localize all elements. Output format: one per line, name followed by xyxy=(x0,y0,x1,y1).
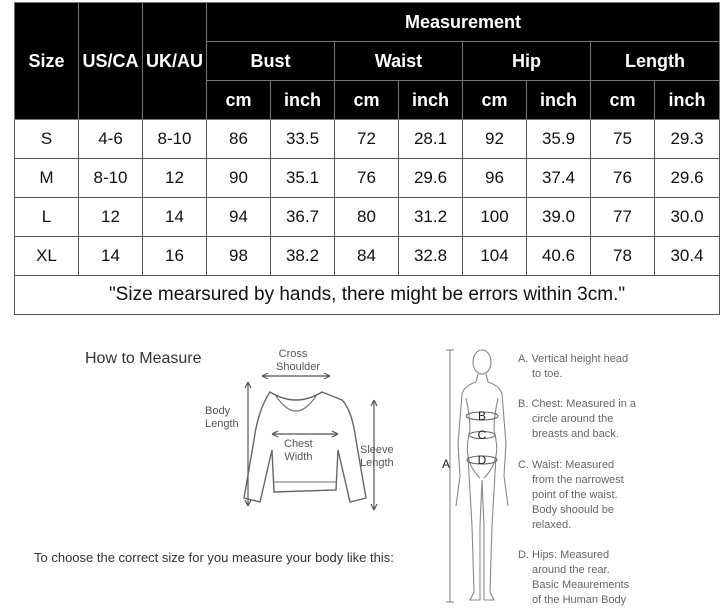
table-cell: 84 xyxy=(335,237,399,276)
table-cell: 8-10 xyxy=(143,120,207,159)
table-cell: 12 xyxy=(79,198,143,237)
table-cell: 33.5 xyxy=(271,120,335,159)
table-cell: 76 xyxy=(335,159,399,198)
table-cell: M xyxy=(15,159,79,198)
uk-au-header: UK/AU xyxy=(143,3,207,120)
legend-a: A. Vertical height head to toe. xyxy=(518,353,629,380)
table-cell: 39.0 xyxy=(527,198,591,237)
table-row xyxy=(15,198,720,237)
measurement-note: "Size mearsured by hands, there might be errors within 3cm." xyxy=(15,276,720,315)
table-cell: XL xyxy=(15,237,79,276)
marker-a: A xyxy=(442,457,451,471)
table-cell: 94 xyxy=(207,198,271,237)
table-cell: 90 xyxy=(207,159,271,198)
table-cell: 35.1 xyxy=(271,159,335,198)
table-cell: 86 xyxy=(207,120,271,159)
table-cell: L xyxy=(15,198,79,237)
size-rows xyxy=(15,120,720,276)
legend-c: C. Waist: Measured from the narrowest point of the waist. Body shoould be relaxed. xyxy=(518,459,624,531)
unit-header: cm xyxy=(463,81,527,120)
waist-header: Waist xyxy=(335,42,463,81)
measurement-header: Measurement xyxy=(207,3,720,42)
table-cell: 14 xyxy=(143,198,207,237)
legend-b: B. Chest: Measured in a circle around the breasts and back. xyxy=(518,398,637,440)
unit-header: cm xyxy=(591,81,655,120)
table-cell: 96 xyxy=(463,159,527,198)
table-row xyxy=(15,159,720,198)
table-cell: 30.0 xyxy=(655,198,720,237)
unit-header: inch xyxy=(271,81,335,120)
table-cell: 30.4 xyxy=(655,237,720,276)
table-cell: 37.4 xyxy=(527,159,591,198)
us-ca-header: US/CA xyxy=(79,3,143,120)
table-cell: 92 xyxy=(463,120,527,159)
chest-width-label: Chest Width xyxy=(284,438,313,463)
body-figure-diagram xyxy=(440,346,520,608)
table-cell: 78 xyxy=(591,237,655,276)
hip-header: Hip xyxy=(463,42,591,81)
table-row xyxy=(15,237,720,276)
table-cell: 72 xyxy=(335,120,399,159)
size-chart-table xyxy=(14,2,720,315)
table-cell: 28.1 xyxy=(399,120,463,159)
table-cell: 104 xyxy=(463,237,527,276)
unit-header: inch xyxy=(527,81,591,120)
length-header: Length xyxy=(591,42,720,81)
marker-b: B xyxy=(477,409,487,423)
cross-shoulder-label: Cross Shoulder xyxy=(276,348,321,373)
table-cell: 29.6 xyxy=(655,159,720,198)
table-cell: 14 xyxy=(79,237,143,276)
table-cell: 80 xyxy=(335,198,399,237)
unit-header: cm xyxy=(207,81,271,120)
instruction-text: To choose the correct size for you measure your body like this: xyxy=(34,550,394,565)
body-length-label: Body Length xyxy=(205,405,239,430)
table-cell: 100 xyxy=(463,198,527,237)
table-cell: 29.3 xyxy=(655,120,720,159)
table-cell: 31.2 xyxy=(399,198,463,237)
how-to-measure-title: How to Measure xyxy=(85,350,202,367)
table-cell: 40.6 xyxy=(527,237,591,276)
table-cell: 4-6 xyxy=(79,120,143,159)
table-cell: 75 xyxy=(591,120,655,159)
marker-d: D xyxy=(477,453,487,467)
table-cell: 35.9 xyxy=(527,120,591,159)
marker-c: C xyxy=(477,428,487,442)
unit-header: inch xyxy=(655,81,720,120)
table-cell: 8-10 xyxy=(79,159,143,198)
bust-header: Bust xyxy=(207,42,335,81)
size-header: Size xyxy=(15,3,79,120)
table-cell: S xyxy=(15,120,79,159)
table-cell: 12 xyxy=(143,159,207,198)
sleeve-length-label: Sleeve Length xyxy=(360,444,394,469)
legend-d: D. Hips: Measured around the rear. Basic Meaurements of the Human Body xyxy=(518,549,630,606)
unit-header: inch xyxy=(399,81,463,120)
table-cell: 76 xyxy=(591,159,655,198)
table-cell: 38.2 xyxy=(271,237,335,276)
garment-diagram xyxy=(210,370,380,520)
table-cell: 29.6 xyxy=(399,159,463,198)
table-cell: 32.8 xyxy=(399,237,463,276)
table-cell: 77 xyxy=(591,198,655,237)
table-cell: 36.7 xyxy=(271,198,335,237)
unit-header: cm xyxy=(335,81,399,120)
table-cell: 16 xyxy=(143,237,207,276)
table-row xyxy=(15,120,720,159)
table-cell: 98 xyxy=(207,237,271,276)
